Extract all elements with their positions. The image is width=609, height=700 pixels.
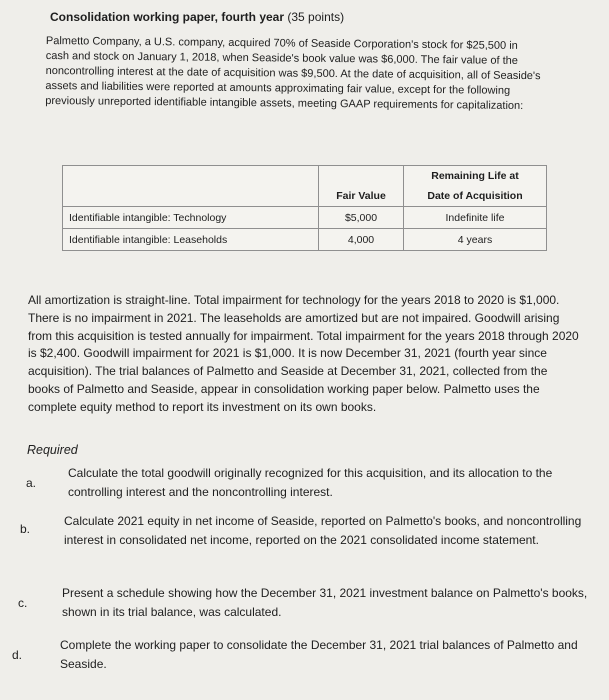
requirement-d-text: Complete the working paper to consolidate the December 31, 2021 trial balances of Palmetto and Seaside. [60,638,578,671]
row-fair-value: $5,000 [319,207,404,229]
header-date-of-acquisition: Date of Acquisition [404,186,547,207]
row-remaining-life: Indefinite life [404,207,547,229]
header-blank-cell [63,186,319,207]
row-label: Identifiable intangible: Technology [63,207,319,229]
requirement-letter-c: c. [18,596,28,610]
table-row [63,207,547,229]
requirement-a-text: Calculate the total goodwill originally recognized for this acquisition, and its allocation to the controlling interest and the noncontrolling interest. [68,466,553,499]
facts-paragraph: All amortization is straight-line. Total impairment for technology for the years 2018 to 2020 is $1,000. There is no impairment in 2021. The leaseholds are amortized but are not impaired. Goodwill arising from this acquisition is tested annually for impairment. Total impairment for the years 2018 through 2020 is $2,400. Goodwill impairment for 2021 is $1,000. It is now December 31, 2021 (fourth year since acquisition). The trial balances of Palmetto and Seaside at December 31, 2021, collected from the books of Palmetto and Seaside, appear in consolidation working paper below. Palmetto uses the complete equity method to report its investment on its own books. [28,293,579,414]
problem-points: (35 points) [287,10,345,24]
table-row [63,229,547,251]
header-blank-cell [319,166,404,187]
requirement-letter-a: a. [26,476,37,490]
problem-title [50,10,344,24]
header-blank-cell [63,166,319,187]
intro-paragraph: Palmetto Company, a U.S. company, acquired 70% of Seaside Corporation's stock for $25,500 in cash and stock on January 1, 2018, when Seaside's book value was $6,000. The fair value of the noncontrolling interest at the date of acquisition was $9,500. At the date of acquisition, all of Seaside's assets and liabilities were reported at amounts approximating fair value, except for the following previously unreported identifiable intangible assets, meeting GAAP requirements for capitalization: [45,34,541,113]
intangible-assets-table [62,165,547,251]
header-fair-value: Fair Value [319,186,404,207]
row-label: Identifiable intangible: Leaseholds [63,229,319,251]
table-header-row [63,166,547,187]
requirement-letter-b: b. [20,522,31,536]
requirement-c-text: Present a schedule showing how the December 31, 2021 investment balance on Palmetto's books, shown in its trial balance, was calculated. [62,586,588,619]
table-header-row [63,186,547,207]
required-heading: Required [27,443,78,457]
header-remaining-life: Remaining Life at [404,166,547,187]
problem-title-text: Consolidation working paper, fourth year [50,10,285,24]
requirement-letter-d: d. [12,648,23,662]
requirement-b-text: Calculate 2021 equity in net income of Seaside, reported on Palmetto's books, and noncontrolling interest in consolidated net income, reported on the 2021 consolidated income statement. [64,514,582,547]
row-fair-value: 4,000 [319,229,404,251]
row-remaining-life: 4 years [404,229,547,251]
